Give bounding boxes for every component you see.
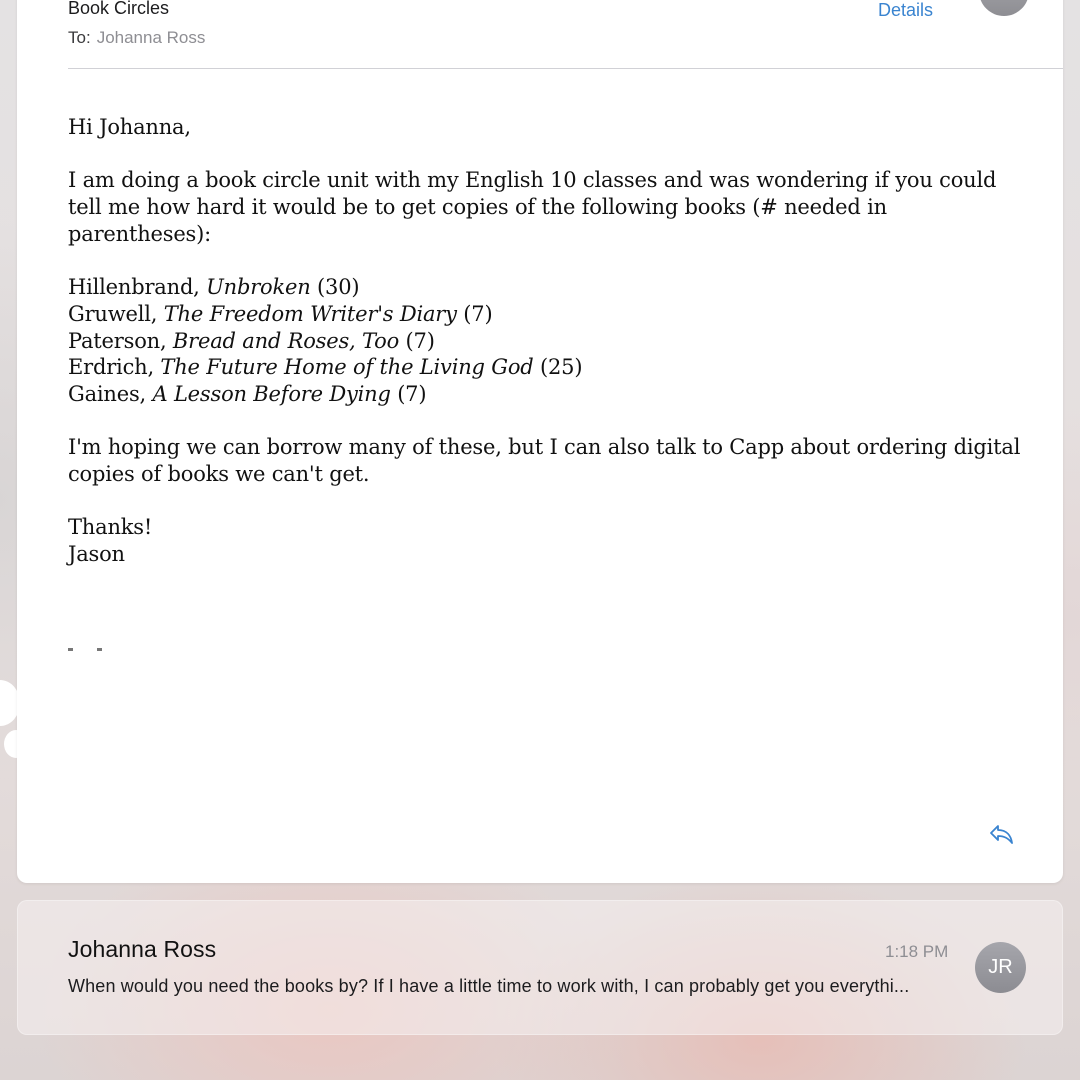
book-author: Gruwell, (68, 301, 164, 326)
sender-avatar[interactable] (979, 0, 1029, 16)
book-count: (25) (533, 355, 583, 380)
signature: Jason (68, 542, 125, 567)
book-title: Unbroken (206, 275, 311, 300)
intro-paragraph: I am doing a book circle unit with my English 10 classes and was wondering if you could tell me how hard it would be to get copies of the following books (# needed in parentheses): (68, 168, 997, 246)
book-item (68, 354, 1028, 381)
header-divider (68, 68, 1063, 69)
email-body (68, 114, 1028, 568)
preview-sender: Johanna Ross (68, 936, 217, 962)
avatar[interactable]: JR (975, 942, 1026, 993)
truncated-text (68, 648, 148, 656)
book-title: Bread and Roses, Too (172, 328, 400, 353)
details-link[interactable]: Details (878, 0, 934, 20)
book-item (68, 274, 1028, 301)
reply-preview-card[interactable] (17, 900, 1063, 1035)
book-title: A Lesson Before Dying (152, 382, 391, 406)
preview-time: 1:18 PM (885, 942, 949, 961)
book-item (68, 328, 1028, 355)
greeting: Hi Johanna, (68, 115, 191, 139)
book-item (68, 301, 1028, 328)
book-item (68, 381, 1028, 408)
thanks-line: Thanks! (68, 515, 153, 540)
recipient-name[interactable]: Johanna Ross (96, 28, 206, 47)
to-label: To: (68, 28, 91, 47)
preview-snippet: When would you need the books by? If I have a little time to work with, I can probably get you everythi... (68, 976, 910, 996)
book-count: (30) (310, 275, 360, 300)
email-subject: Book Circles (68, 0, 170, 18)
book-title: The Freedom Writer's Diary (163, 301, 457, 326)
recipient-row (68, 28, 205, 48)
book-author: Paterson, (68, 328, 173, 353)
book-count: (7) (399, 328, 435, 353)
reply-icon[interactable] (988, 822, 1016, 846)
book-author: Gaines, (68, 382, 153, 406)
book-author: Hillenbrand, (68, 275, 207, 300)
book-author: Erdrich, (68, 355, 161, 380)
book-count: (7) (456, 301, 493, 326)
closing-paragraph: I'm hoping we can borrow many of these, but I can also talk to Capp about ordering digital copies of books we can't get. (68, 435, 1021, 487)
book-count: (7) (390, 382, 427, 406)
book-title: The Future Home of the Living God (160, 355, 534, 380)
